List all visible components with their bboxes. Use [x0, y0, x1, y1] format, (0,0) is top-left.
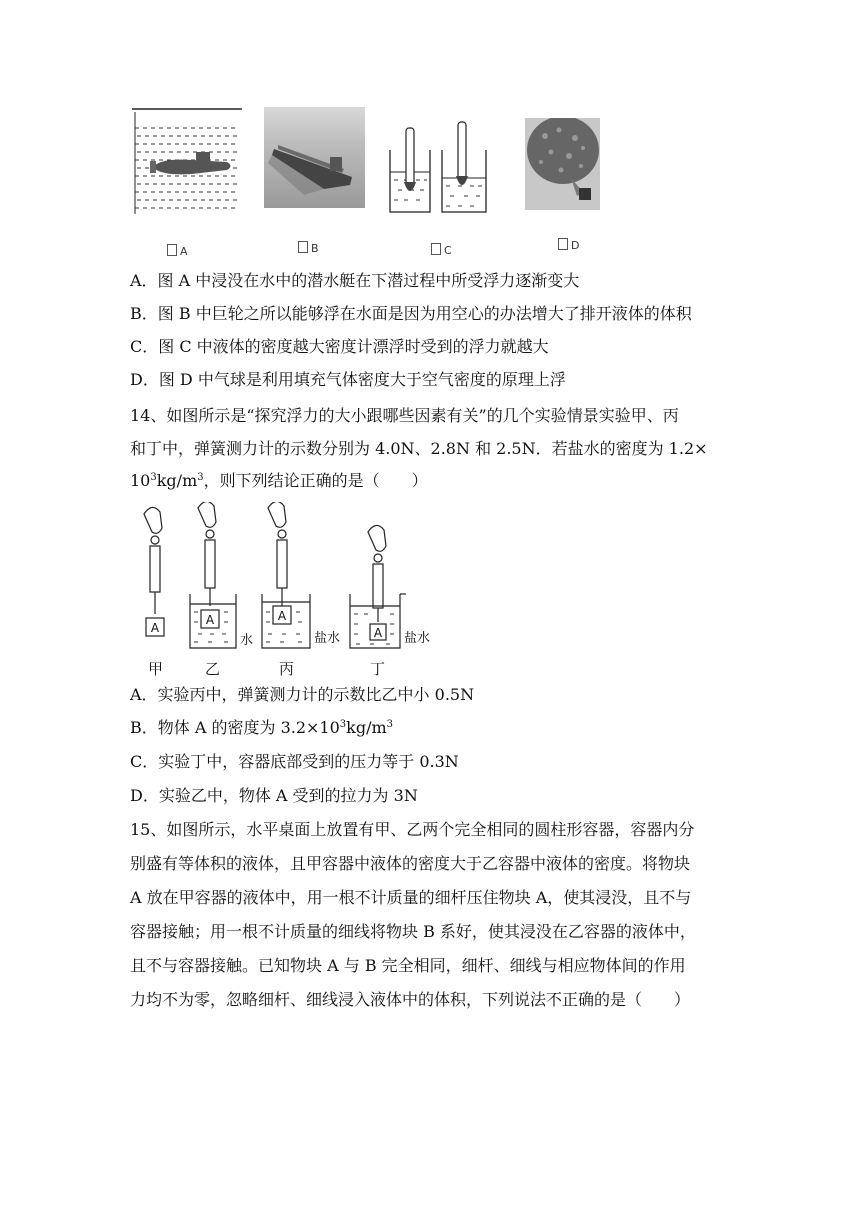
figure-b-ship-photo	[264, 107, 365, 208]
q14-option-a: A．实验丙中，弹簧测力计的示数比乙中小 0.5N	[130, 685, 475, 704]
q14-stem-tail: ，则下列结论正确的是（ ）	[203, 471, 428, 490]
figure-d-balloon-photo	[525, 118, 600, 210]
exp-label-yi: 乙	[205, 660, 221, 678]
balloon-illustration	[525, 118, 600, 210]
exp-label-bing: 丙	[279, 660, 295, 678]
q15-line-6: 力均不为零，忽略细杆、细线浸入液体中的体积，下列说法不正确的是（ ）	[130, 990, 691, 1009]
q13-option-c: C．图 C 中液体的密度越大密度计漂浮时受到的浮力就越大	[130, 337, 549, 356]
q15-line-3: A 放在甲容器的液体中，用一根不计质量的细杆压住物块 A，使其浸没，且不与	[130, 888, 692, 907]
q15-line-2: 别盛有等体积的液体，且甲容器中液体的密度大于乙容器中液体的密度。将物块	[130, 854, 691, 873]
block-a-yi: A	[205, 613, 215, 627]
submarine-illustration	[132, 106, 242, 216]
q14-stem-line-1: 14、如图所示是“探究浮力的大小跟哪些因素有关”的几个实验情景实验甲、丙	[130, 406, 679, 425]
q14-option-d: D．实验乙中，物体 A 受到的拉力为 3N	[130, 786, 418, 805]
exp-label-jia: 甲	[148, 660, 164, 678]
figure-c-hydrometer	[386, 120, 491, 215]
q14-option-b	[130, 720, 393, 736]
q14-option-b-exp2: 3	[386, 719, 394, 730]
hydrometer-illustration	[386, 120, 491, 215]
figure-c-caption: C	[431, 243, 452, 257]
q15-line-5: 且不与容器接触。已知物块 A 与 B 完全相同，细杆、细线与相应物体间的作用	[130, 956, 686, 975]
q14-option-b-unit: kg/m	[346, 718, 387, 737]
q15-line-4: 容器接触；用一根不计质量的细线将物块 B 系好，使其浸没在乙容器的液体中，	[130, 922, 696, 941]
q14-option-b-exp: 3	[339, 719, 347, 730]
block-a-ding: A	[373, 626, 383, 640]
q14-experiment-figure	[138, 502, 438, 652]
exp-label-ding: 丁	[370, 660, 386, 678]
liquid-label-salt-1: 盐水	[314, 631, 341, 646]
q13-option-d: D．图 D 中气球是利用填充气体密度大于空气密度的原理上浮	[130, 370, 566, 389]
q13-option-b: B．图 B 中巨轮之所以能够浮在水面是因为用空心的办法增大了排开液体的体积	[130, 304, 692, 323]
block-a-bing: A	[277, 609, 287, 623]
block-a-jia: A	[150, 621, 160, 635]
figure-b-caption: B	[298, 241, 319, 255]
figure-d-caption: D	[558, 238, 579, 252]
liquid-label-water: 水	[240, 633, 254, 648]
q14-unit: kg/m	[156, 471, 198, 490]
spring-scale-experiments	[138, 502, 438, 652]
q15-line-1: 15、如图所示，水平桌面上放置有甲、乙两个完全相同的圆柱形容器，容器内分	[130, 820, 695, 839]
q14-unit-exp2: 3	[197, 472, 204, 483]
figure-a-caption: A	[167, 244, 188, 258]
q14-option-c: C．实验丁中，容器底部受到的压力等于 0.3N	[130, 752, 459, 771]
q14-stem-line-2: 和丁中，弹簧测力计的示数分别为 4.0N、2.8N 和 2.5N．若盐水的密度为 1.2×	[130, 439, 708, 458]
ship-illustration	[264, 107, 365, 208]
q14-unit-exp: 3	[150, 472, 157, 483]
liquid-label-salt-2: 盐水	[404, 631, 431, 646]
q14-option-b-text: B．物体 A 的密度为 3.2×10	[130, 718, 340, 737]
q13-option-a: A．图 A 中浸没在水中的潜水艇在下潜过程中所受浮力逐渐变大	[130, 271, 580, 290]
figure-a-submarine	[132, 106, 242, 216]
q14-stem-line-3	[130, 473, 428, 489]
q14-unit-base: 10	[130, 471, 151, 490]
